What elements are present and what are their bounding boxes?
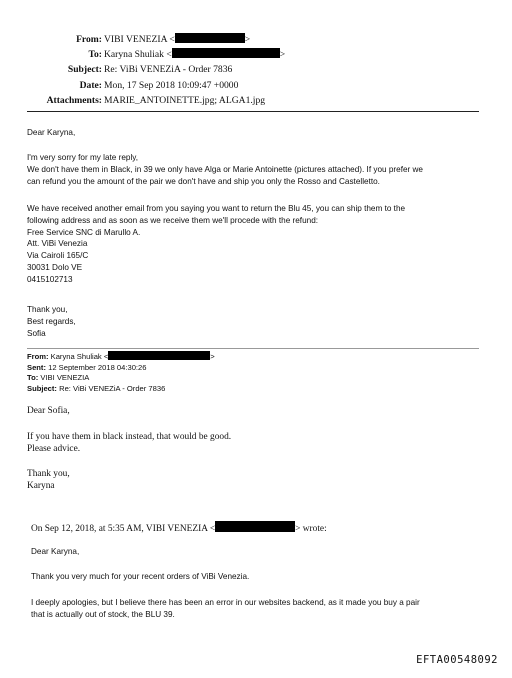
reply-greeting: Dear Karyna, <box>27 128 76 137</box>
reply-signoff <box>27 304 482 339</box>
quoted-subject-row <box>27 384 215 395</box>
redaction-box <box>172 48 280 58</box>
to-label: To: <box>88 49 102 61</box>
reply-line: We don't have them in Black, in 39 we only have Alga or Marie Antoinette (pictures attached). If you prefer we <box>27 164 423 174</box>
signoff-line: Thank you, <box>27 469 70 479</box>
subject-label: Subject: <box>67 64 102 76</box>
reply-line: can refund you the amount of the pair we don't have and ship you only the Rosso and Castelletto. <box>27 176 380 186</box>
reply-line: I'm very sorry for my late reply, <box>27 153 139 162</box>
signoff-line: Sofia <box>27 328 46 338</box>
quoted-signoff <box>27 468 70 493</box>
earlier-thanks: Thank you very much for your recent orders of ViBi Venezia. <box>31 572 250 581</box>
signoff-line: Best regards, <box>27 316 76 326</box>
bates-number: EFTA00548092 <box>416 654 498 666</box>
reply-paragraph-1 <box>27 152 482 187</box>
from-label: From: <box>76 34 102 45</box>
quoted-header <box>27 351 215 394</box>
quoted-body <box>27 431 231 456</box>
email-header <box>0 32 512 108</box>
quoted-sent-label: Sent: <box>27 362 46 372</box>
earlier-intro <box>31 521 327 535</box>
address-line: Att. ViBi Venezia <box>27 239 88 249</box>
address-line: Free Service SNC di Marullo A. <box>27 227 141 237</box>
header-subject-row <box>0 62 512 77</box>
phone-number: 0415102713 <box>27 274 73 284</box>
quoted-from-row <box>27 351 215 363</box>
quoted-to-label: To: <box>27 373 39 383</box>
quoted-from-tail: > <box>210 352 215 361</box>
attachments-label: Attachments: <box>46 94 102 106</box>
signoff-line: Thank you, <box>27 305 68 314</box>
from-tail: > <box>244 34 251 45</box>
quoted-to-value: VIBI VENEZIA <box>40 373 90 383</box>
redaction-box <box>175 33 245 43</box>
subject-value: Re: ViBi VENEZiA - Order 7836 <box>104 64 233 76</box>
earlier-apology <box>31 597 420 621</box>
date-label: Date: <box>79 79 102 91</box>
quoted-sent-row <box>27 363 215 374</box>
from-value: VIBI VENEZIA < <box>104 34 175 45</box>
to-tail: > <box>279 49 286 61</box>
date-value: Mon, 17 Sep 2018 10:09:47 +0000 <box>104 79 239 91</box>
redaction-box <box>215 521 295 532</box>
header-from-row <box>0 32 512 47</box>
redaction-box <box>108 351 210 360</box>
reply-line: We have received another email from you saying you want to return the Blu 45, you can ship them to the <box>27 204 406 213</box>
quoted-body-line: If you have them in black instead, that would be good. <box>27 432 232 442</box>
reply-line: following address and as soon as we receive them we'll procede with the refund: <box>27 215 319 225</box>
quoted-sent-value: 12 September 2018 04:30:26 <box>48 362 147 372</box>
quoted-subject-label: Subject: <box>27 383 57 393</box>
earlier-apology-line: that is actually out of stock, the BLU 39. <box>31 610 175 619</box>
earlier-intro-suffix: > wrote: <box>295 524 327 534</box>
earlier-apology-line: I deeply apologies, but I believe there has been an error in our websites backend, as it made you buy a pair <box>31 598 420 607</box>
quoted-to-row <box>27 373 215 384</box>
header-to-row <box>0 47 512 62</box>
quoted-subject-value: Re: ViBi VENEZiA - Order 7836 <box>59 383 166 393</box>
header-date-row <box>0 78 512 93</box>
reply-paragraph-2 <box>27 203 482 286</box>
quoted-divider <box>27 348 479 349</box>
signoff-line: Karyna <box>27 481 55 492</box>
to-value: Karyna Shuliak < <box>104 49 172 61</box>
header-attachments-row <box>0 93 512 108</box>
quoted-greeting: Dear Sofia, <box>27 406 70 416</box>
attachments-value[interactable]: MARIE_ANTOINETTE.jpg; ALGA1.jpg <box>104 94 266 106</box>
quoted-from-value: Karyna Shuliak < <box>50 352 109 361</box>
quoted-from-label: From: <box>27 352 49 361</box>
address-line: 30031 Dolo VE <box>27 262 83 272</box>
address-line: Via Cairoli 165/C <box>27 251 89 261</box>
header-divider <box>27 111 479 112</box>
quoted-body-line: Please advice. <box>27 444 81 455</box>
earlier-intro-prefix: On Sep 12, 2018, at 5:35 AM, VIBI VENEZIA < <box>31 524 216 534</box>
earlier-greeting: Dear Karyna, <box>31 547 80 556</box>
